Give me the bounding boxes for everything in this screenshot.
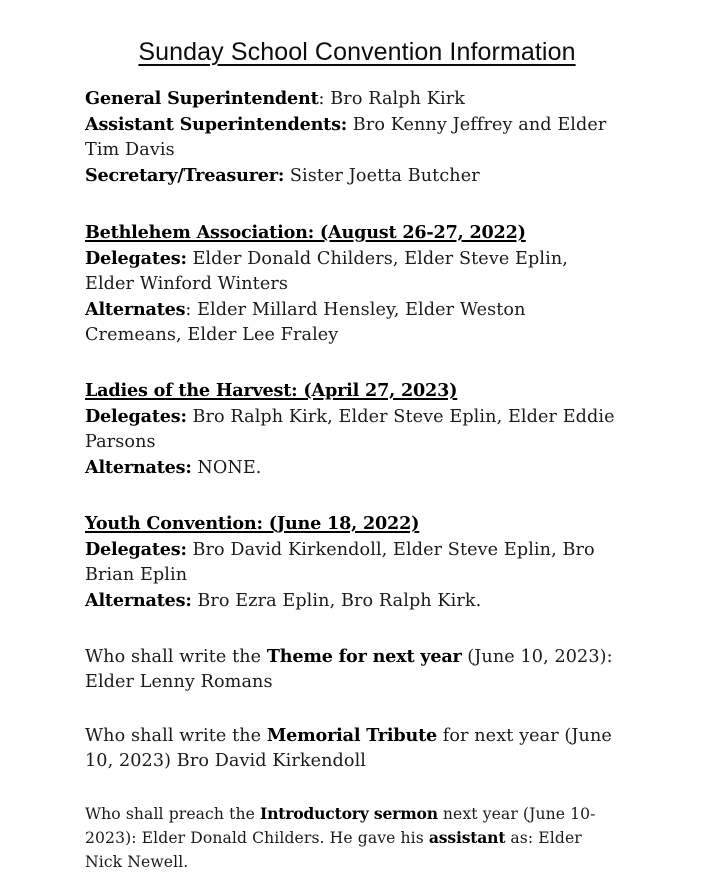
document-body — [85, 86, 615, 874]
alternates-value: NONE. — [197, 458, 262, 478]
delegates-label: Delegates: — [85, 539, 187, 560]
question-emphasis: Memorial Tribute — [266, 725, 438, 746]
alternates-label: Alternates — [85, 299, 186, 320]
section-delegates-row — [85, 537, 615, 588]
page-title-text: Sunday School Convention Information — [138, 38, 576, 66]
alternates-label: Alternates: — [85, 457, 192, 478]
delegates-value: Bro Ralph Kirk, Elder Steve Eplin, Elder Eddie Parsons — [85, 407, 615, 452]
officer-label: Secretary/Treasurer: — [85, 165, 285, 186]
spacer — [85, 695, 615, 723]
spacer — [85, 774, 615, 802]
spacer — [85, 614, 615, 644]
officer-value: Sister Joetta Butcher — [289, 166, 480, 186]
delegates-label: Delegates: — [85, 406, 187, 427]
section-alternates-row — [85, 588, 615, 614]
closing-suffix: as: Elder Nick Newell. — [85, 829, 582, 871]
question-suffix: (June 10, 2023): Elder Lenny Romans — [85, 647, 613, 692]
spacer — [85, 189, 615, 220]
alternates-value: Bro Ezra Eplin, Bro Ralph Kirk. — [197, 591, 482, 611]
section-ladies-of-the-harvest — [85, 378, 615, 481]
spacer — [85, 481, 615, 511]
officer-row-assistant-superintendents — [85, 112, 615, 163]
section-alternates-row — [85, 455, 615, 481]
alternates-separator: : — [185, 300, 198, 320]
section-heading-text: Bethlehem Association: (August 26-27, 2022) — [85, 222, 526, 243]
page-title — [0, 38, 714, 67]
officer-label: General Superintendent — [85, 88, 319, 109]
officer-label: Assistant Superintendents: — [85, 114, 348, 135]
closing-emphasis-sermon: Introductory sermon — [259, 804, 438, 823]
question-introductory-sermon — [85, 802, 615, 874]
section-bethlehem-association — [85, 220, 615, 348]
closing-emphasis-assistant: assistant — [428, 828, 506, 847]
section-heading — [85, 378, 615, 404]
officer-row-general-superintendent — [85, 86, 615, 112]
delegates-value: Elder Donald Childers, Elder Steve Eplin, Elder Winford Winters — [85, 249, 568, 294]
delegates-value: Bro David Kirkendoll, Elder Steve Eplin, Bro Brian Eplin — [85, 540, 595, 585]
officer-row-secretary-treasurer — [85, 163, 615, 189]
section-heading — [85, 220, 615, 246]
closing-middle: next year (June 10-2023): Elder Donald Childers. He gave his — [85, 805, 596, 847]
section-delegates-row — [85, 404, 615, 455]
delegates-label: Delegates: — [85, 248, 187, 269]
alternates-label: Alternates: — [85, 590, 192, 611]
section-heading-text: Youth Convention: (June 18, 2022) — [85, 513, 420, 534]
section-delegates-row — [85, 246, 615, 297]
question-suffix: for next year (June 10, 2023) Bro David Kirkendoll — [85, 726, 612, 771]
spacer — [85, 348, 615, 378]
alternates-value: Elder Millard Hensley, Elder Weston Cremeans, Elder Lee Fraley — [85, 300, 526, 345]
question-prefix: Who shall write the — [85, 647, 267, 667]
question-prefix: Who shall write the — [85, 726, 267, 746]
section-youth-convention — [85, 511, 615, 614]
section-heading-text: Ladies of the Harvest: (April 27, 2023) — [85, 380, 458, 401]
question-theme-for-next-year — [85, 644, 615, 695]
officer-value: Bro Kenny Jeffrey and Elder Tim Davis — [85, 115, 607, 160]
officers-block — [85, 86, 615, 189]
officer-value: Bro Ralph Kirk — [330, 89, 466, 109]
question-memorial-tribute — [85, 723, 615, 774]
officer-separator: : — [318, 89, 331, 109]
question-emphasis: Theme for next year — [266, 646, 462, 667]
section-alternates-row — [85, 297, 615, 348]
closing-prefix: Who shall preach the — [85, 805, 260, 823]
section-heading — [85, 511, 615, 537]
